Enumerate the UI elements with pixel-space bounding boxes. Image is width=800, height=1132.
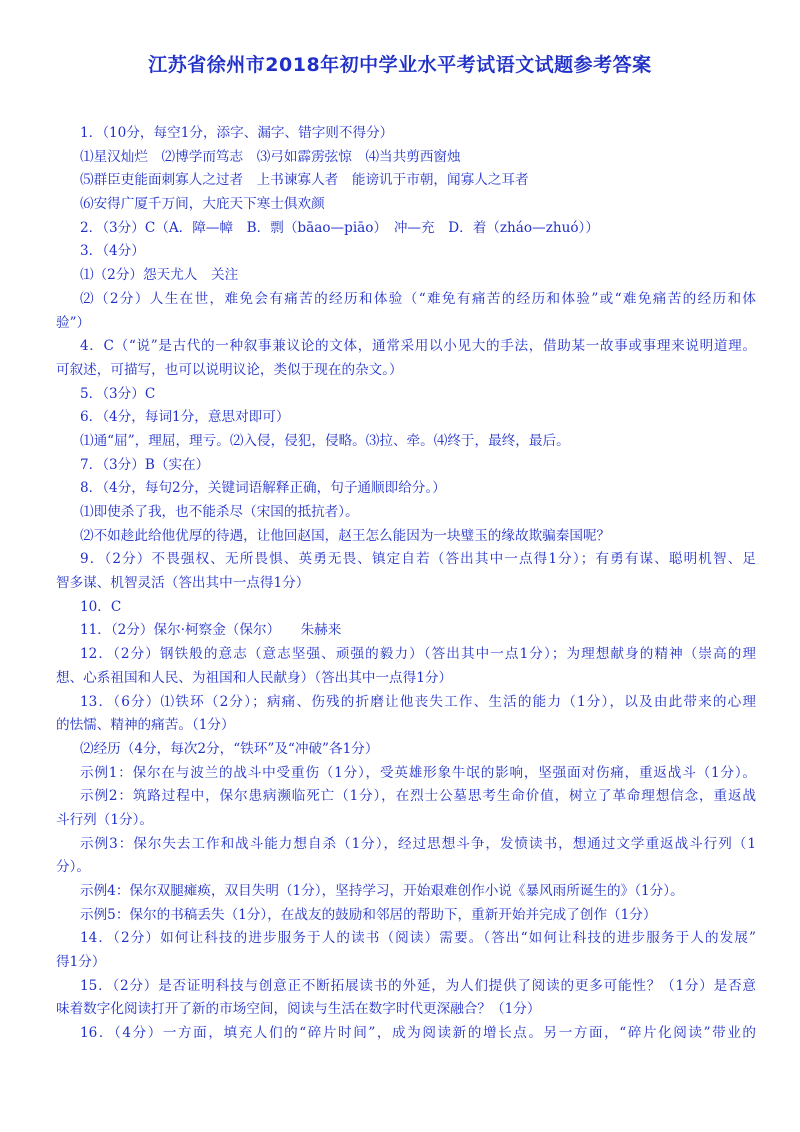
answer-line: 11．（2分）保尔·柯察金（保尔） 朱赫来 (80, 622, 342, 639)
answer-content (56, 122, 756, 1046)
answer-line: 想、心系祖国和人民、为祖国和人民献身）（答出其中一点得1分） (56, 669, 453, 686)
answer-line: ⑵不如趁此给他优厚的待遇，让他回赵国，赵王怎么能因为一块璧玉的缘故欺骗秦国呢？ (80, 527, 611, 544)
answer-line: ⑹安得广厦千万间，大庇天下寒士俱欢颜 (80, 196, 325, 213)
answer-line: 15．（2分）是否证明科技与创意正不断拓展读书的外延，为人们提供了阅读的更多可能性？（1分）是否意 (80, 977, 756, 994)
answer-line: 16．（4分）一方面，填充人们的“碎片时间”，成为阅读新的增长点。另一方面，“碎片化阅读”带业的 (80, 1025, 756, 1042)
answer-line: 1．（10分，每空1分，添字、漏字、错字则不得分） (80, 125, 394, 141)
answer-line: 8．（4分，每句2分，关键词语解释正确，句子通顺即给分。） (80, 480, 446, 497)
answer-line: ⑵（2分）人生在世，难免会有痛苦的经历和体验（“难免有痛苦的经历和体验”或“难免痛苦的经历和体 (80, 290, 756, 307)
answer-line: 智多谋、机智灵活（答出其中一点得1分） (56, 575, 310, 592)
answer-line: 分）。 (56, 859, 90, 876)
answer-line: 13．（6分）⑴铁环（2分）；病痛、伤残的折磨让他丧失工作、生活的能力（1分），以及由此带来的心理 (80, 693, 756, 710)
answer-line: ⑴通“屈”，理屈，理亏。⑵入侵，侵犯，侵略。⑶拉、牵。⑷终于，最终，最后。 (80, 432, 570, 449)
answer-line: ⑴（2分）怨天尤人 关注 (80, 267, 239, 284)
answer-line: 7．（3分）B（实在） (80, 456, 210, 473)
answer-line: ⑴星汉灿烂 ⑵博学而笃志 ⑶弓如霹雳弦惊 ⑷当共剪西窗烛 (80, 148, 461, 165)
answer-line: ⑴即使杀了我，也不能杀尽（宋国的抵抗者）。 (80, 504, 359, 520)
answer-line: 示例5：保尔的书稿丢失（1分），在战友的鼓励和邻居的帮助下，重新开始并完成了创作（1分） (80, 906, 657, 923)
answer-line: 10．C (80, 598, 122, 615)
answer-line: 14．（2分）如何让科技的进步服务于人的读书（阅读）需要。（答出“如何让科技的进步服务于人的发展” (80, 930, 756, 947)
answer-line: 味着数字化阅读打开了新的市场空间，阅读与生活在数字时代更深融合？（1分） (56, 1001, 541, 1018)
answer-line: 5．（3分）C (80, 385, 156, 402)
answer-line: ⑵经历（4分，每次2分，“铁环”及“冲破”各1分） (80, 740, 379, 757)
answer-line: 6．（4分，每词1分，意思对即可） (80, 409, 290, 426)
answer-line: 3．（4分） (80, 243, 145, 260)
answer-line: 示例2：筑路过程中，保尔患病濒临死亡（1分），在烈士公墓思考生命价值，树立了革命理想信念，重返战 (80, 788, 756, 805)
answer-line: 4．C（“说”是古代的一种叙事兼议论的文体，通常采用以小见大的手法，借助某一故事或事理来说明道理。 (80, 338, 756, 355)
answer-line: 可叙述，可描写，也可以说明议论，类似于现在的杂文。） (56, 361, 403, 378)
answer-line: 得1分） (56, 954, 106, 971)
answer-line: 示例4：保尔双腿瘫痪，双目失明（1分），坚持学习，开始艰难创作小说《暴风雨所诞生的》（1分）。 (80, 883, 684, 899)
document-title: 江苏省徐州市2018年初中学业水平考试语文试题参考答案 (148, 54, 652, 76)
answer-line: 9．（2分）不畏强权、无所畏惧、英勇无畏、镇定自若（答出其中一点得1分）；有勇有谋、聪明机智、足 (80, 551, 756, 568)
answer-line: ⑸群臣吏能面刺寡人之过者 上书谏寡人者 能谤讥于市朝，闻寡人之耳者 (80, 172, 529, 189)
answer-line: 12．（2分）钢铁般的意志（意志坚强、顽强的毅力）（答出其中一点1分）；为理想献身的精神（崇高的理 (80, 646, 756, 663)
answer-line: 的怯懦、精神的痛苦。（1分） (56, 717, 235, 734)
answer-line: 示例1：保尔在与波兰的战斗中受重伤（1分），受英雄形象牛氓的影响，坚强面对伤痛，重返战斗（1分）。 (80, 764, 756, 781)
answer-line: 示例3：保尔失去工作和战斗能力想自杀（1分），经过思想斗争，发愤读书，想通过文学重返战斗行列（1 (80, 835, 756, 852)
answer-line: 斗行列（1分）。 (56, 811, 154, 828)
answer-line: 2．（3分）C（A．障—幛 B．剽（bāao—piāo） 冲—充 D．着（zháo—zhuó）） (80, 219, 599, 236)
answer-line: 验”） (56, 314, 91, 331)
